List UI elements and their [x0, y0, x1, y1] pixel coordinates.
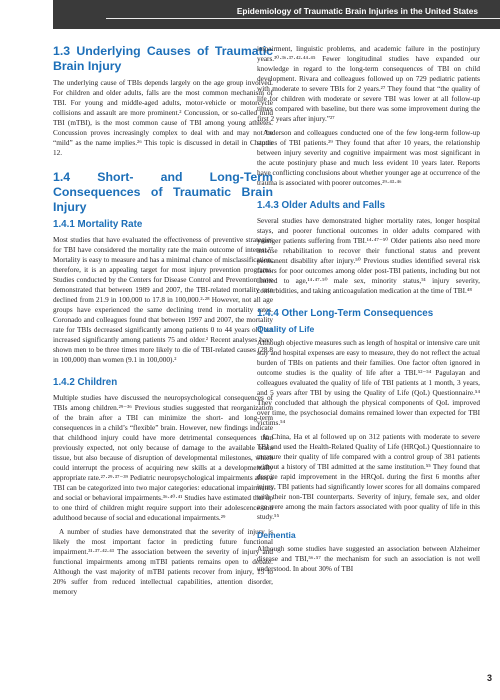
section-1-4-3-heading: 1.4.3 Older Adults and Falls [257, 200, 386, 211]
left-column [53, 44, 273, 601]
children-paragraph-continued: impairment, linguistic problems, and academic failure in the postinjury years.³⁰·³⁶·³⁷·⁴²·⁴⁴·⁴⁵ Fewer longitudinal studies have expanded our knowledge in regard to the long-term consequences of TBI on child development. Rivara and colleagues followed up on 729 pediatric patients with moderate to severe TBIs for 2 years.²⁷ They found that “the quality of life for children with moderate or severe TBI was lower at all follow-up times compared with baseline, but there was some improvement during the first 2 years after injury.”²⁷ [257, 45, 480, 123]
dementia-paragraph: Although some studies have suggested an association between Alzheimer disease and TBI,⁵⁶·⁵⁷ the mechanism for such an association is not well understood. In about 30% of TBI [257, 545, 480, 574]
header-divider [106, 18, 500, 19]
dementia-heading: Dementia [257, 529, 296, 540]
right-column [257, 44, 480, 578]
mortality-paragraph: Most studies that have evaluated the effectiveness of preventive strategies for TBI have considered the mortality rate the main outcome of interest.²⁷ Mortality is easy to measure and has a minimal chance of misclassification; therefore, it is an appealing target for most injury prevention programs. Studies conducted by the Centers for Disease Control and Prevention have demonstrated that between 1989 and 2007, the TBI-related mortality rate declined from 21.9 in 100,000 to 17.8 in 100,000.²·²⁸ However, not all age groups have experienced the same declining trend in mortality rates. Coronado and colleagues found that between 1997 and 2007, the mortality rate for TBIs decreased significantly among patients 0 to 44 years old but increased significantly among patients 75 and older.² Recent analyses have shown men to be three times more likely to die of TBI-related causes (28.8 in 100,000) than women (9.1 in 100,000).² [53, 235, 273, 364]
quality-of-life-heading: Quality of Life [257, 323, 315, 334]
section-1-4-4-heading: 1.4.4 Other Long-Term Consequences [257, 307, 434, 319]
quality-of-life-paragraph-1: Although objective measures such as length of hospital or intensive care unit stay and hospital expenses are easy to measure, they do not reflect the actual burden of TBIs on patients and their families. One factor often ignored in outcome studies is the quality of life after a TBI.⁵²⁻⁵⁴ Pagulayan and colleagues evaluated the quality of life of TBI patients at 1 month, 3 years, and 5 years after TBI by using the Quality of Life (QoL) Questionnaire.⁵⁴ They concluded that although the physical components of QoL improved over time, the psychosocial domains remained lower than expected for TBI victims.⁵⁴ [257, 338, 480, 427]
section-1-3-paragraph: The underlying cause of TBIs depends largely on the age group involved. For children and older adults, falls are the most common mechanism of TBI. For young and middle-aged adults, motor-vehicle or motorcycle collisions and assault are more prominent.² Concussion, or so-called mild TBI (mTBI), is the most common cause of TBI among young athletes. Concussion proves increasingly complex to deal with and may not be “mild” as the name implies.²⁶ This topic is discussed in detail in Chapter 12. [53, 79, 273, 157]
anderson-paragraph: Anderson and colleagues conducted one of the few long-term follow-up studies of TBI patients.²⁹ They found that after 10 years, the relationship between injury severity and cognitive impairment was most significant in the acute postinjury phase and much less evident 10 years later. Reports have conflicting conclusions about whether younger age at occurrence of the trauma is associated with poorer outcomes.²⁹·⁴³·⁴⁶ [257, 129, 480, 187]
older-adults-paragraph: Several studies have demonstrated higher mortality rates, longer hospital stays, and poorer functional outcomes in older adults compared with younger patients suffering from TBI.¹⁴·⁴⁷⁻⁵⁰ Older patients also need more intense rehabilitation to recover their functional status and prevent permanent disability after injury.⁵⁰ Previous studies identified several risk factors for poor outcomes among older post-TBI patients, including but not limited to age,¹⁴·⁴⁷·⁵⁰ male sex, minority status,⁵¹ injury severity, comorbidities, and taking anticoagulation medication at the time of TBI.⁴⁸ [257, 216, 480, 295]
page-number: 3 [486, 673, 492, 683]
section-1-4-2-heading: 1.4.2 Children [53, 376, 118, 388]
quality-of-life-paragraph-2: In China, Ha et al followed up on 312 patients with moderate to severe TBI and used the Health-Related Quality of Life (HRQoL) Questionnaire to measure their quality of life compared with a control group of 381 patients without a history of TBI admitted at the same institution.⁵⁵ They found that despite rapid improvement in the HRQoL during the first 6 months after injury, TBI patients had significantly lower scores for all domains compared with their non-TBI counterparts. Severity of injury, female sex, and older age were among the main factors associated with poor quality of life in this study.⁵⁵ [257, 432, 480, 521]
running-header [53, 0, 500, 29]
children-paragraph-2: A number of studies have demonstrated that the severity of injury is likely the most important factor in predicting future functional impairment.³¹·³⁷·⁴²·⁴³ The association between the severity of injury and functional impairments among mTBI patients remains open to debate. Although the vast majority of mTBI patients recover from injury, 15 to 20% suffer from reduced intellectual capabilities, attention disorder, memory [53, 527, 273, 596]
section-1-3-heading: 1.3 Underlying Causes of Traumatic Brain Injury [53, 44, 273, 73]
section-1-4-1-heading: 1.4.1 Mortality Rate [53, 219, 143, 230]
section-1-4-heading: 1.4 Short- and Long-Term Consequences of Traumatic Brain Injury [53, 170, 273, 214]
running-header-title: Epidemiology of Traumatic Brain Injuries in the United States [236, 6, 478, 16]
children-paragraph-1: Multiple studies have discussed the neuropsychological consequences of TBIs among children.²⁹⁻³⁶ Previous studies suggested that reorganization of the brain after a TBI can minimize the short- and long-term consequences in a child’s “flexible” brain. However, new findings indicate that childhood injury could have more detrimental consequences than previously expected, not only because of damage to the available brain tissue, but also because of disruption of developmental milestones, which could interrupt the process of acquiring new skills at a developmentally appropriate rate.²⁷·²⁹·³⁷⁻³⁹ Pediatric neuropsychological impairments after a TBI can be categorized into two major categories: educational impairments and social or behavioral impairments.³⁶·⁴⁰·⁴¹ Studies have estimated that up to one third of children might require support into their adolescence and adulthood because of social and educational impairments.²⁹ [53, 393, 273, 522]
